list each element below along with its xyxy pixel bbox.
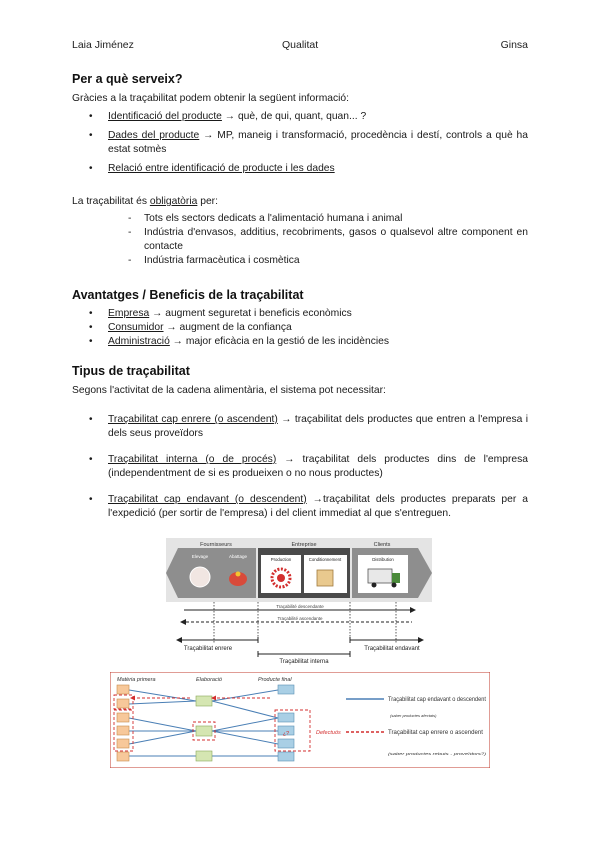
list-item: [72, 110, 528, 124]
sectors-list: [128, 212, 528, 268]
list-item-text: → augment de la confiança: [163, 322, 292, 333]
internal-trace-label: Traçabilitat interna: [279, 659, 329, 665]
traceability-chain-figure: [164, 536, 434, 666]
list-item-term: Empresa: [108, 308, 150, 319]
section-title-purpose: Per a què serveix?: [72, 72, 183, 86]
abattage-label: Abattage: [228, 554, 248, 559]
legend-forward-sub: (saber productes afectats): [390, 713, 437, 718]
distribution-label: Distribution: [372, 557, 394, 562]
list-item: - Indústria farmacèutica i cosmètica: [128, 254, 528, 268]
list-item-term: Traçabilitat cap enrere (o ascendent): [108, 414, 278, 425]
list-item: [72, 307, 528, 321]
legend-backward-sub: (saber productes rebuts - proveïdors?): [388, 751, 487, 756]
enterprise-label: Entreprise: [291, 542, 317, 548]
list-item: - Tots els sectors dedicats a l'alimentació humana i animal: [128, 212, 528, 226]
types-intro: Segons l'activitat de la cadena alimentària, el sistema pot necessitar:: [72, 385, 386, 396]
header-company: Ginsa: [500, 39, 528, 51]
production-label: Production: [270, 557, 292, 562]
back-trace-label: Traçabilitat enrere: [183, 646, 233, 652]
section-title-benefits: Avantatges / Beneficis de la traçabilitat: [72, 288, 304, 302]
logo-icon: [236, 572, 241, 577]
list-item-term: Traçabilitat interna (o de procés): [108, 454, 277, 465]
mandatory-pre: La traçabilitat és: [72, 196, 150, 207]
list-item-text: → MP, maneig i transformació, procedència i destí, controls a què ha estat sotmès: [108, 130, 528, 155]
elevage-label: Elevage: [191, 554, 209, 559]
list-item-text: →traçabilitat dels productes preparats per a l'expedició (per sortir de l'empresa) i del client immediat al que s'entreguen.: [108, 494, 528, 519]
traceability-flow-figure: [110, 672, 490, 768]
mandatory-term: obligatòria: [149, 196, 198, 207]
legend-backward-label: Traçabilitat cap enrere o ascendent: [388, 730, 484, 736]
list-item-text: → major eficàcia en la gestió de les incidències: [169, 336, 390, 347]
descending-label: Traçabilité descendante: [276, 604, 324, 609]
types-list: [72, 413, 528, 521]
list-item: [72, 335, 528, 349]
forward-trace-label: Traçabilitat endavant: [364, 646, 420, 652]
benefits-list: [72, 307, 528, 349]
mandatory-intro: [72, 195, 528, 209]
list-item: [72, 162, 528, 176]
list-item: - Indústria d'envasos, additius, recobriments, gasos o qualsevol altre component en contacte: [128, 226, 528, 254]
list-item: [72, 413, 528, 441]
legend-forward-label: Traçabilitat cap endavant o descendent: [388, 697, 487, 703]
raw-material-label: Matèria primera: [117, 677, 156, 683]
mandatory-post: per:: [197, 196, 218, 207]
list-item-term: Dades del producte: [108, 130, 200, 141]
suppliers-label: Fournisseurs: [200, 542, 232, 548]
section-title-types: Tipus de traçabilitat: [72, 364, 190, 378]
question-mark: ¿?: [282, 731, 290, 737]
list-item: [72, 453, 528, 481]
list-item-term: Identificació del producte: [108, 111, 222, 122]
truck-icon: [368, 569, 392, 583]
purpose-intro: Gràcies a la traçabilitat podem obtenir la següent informació:: [72, 93, 350, 104]
list-item: [72, 493, 528, 521]
list-item-term: Consumidor: [108, 322, 164, 333]
package-icon: [317, 570, 333, 586]
header-subject: Qualitat: [282, 39, 319, 51]
list-item-text: → traçabilitat dels productes que entren a l'empresa i dels seus proveïdors: [108, 414, 529, 439]
list-item-text: → què, de qui, quant, quan... ?: [221, 111, 367, 122]
list-item-term: Traçabilitat cap endavant (o descendent): [108, 494, 307, 505]
list-item-text: → augment seguretat i beneficis econòmics: [149, 308, 352, 319]
purpose-list: [72, 110, 528, 176]
header-author: Laia Jiménez: [72, 39, 134, 51]
animal-icon: [190, 567, 210, 587]
ascending-label: Traçabilité ascendante: [277, 616, 323, 621]
list-item-term: Relació entre identificació de producte i les dades: [108, 163, 335, 174]
list-item-term: Administració: [108, 336, 170, 347]
elaboration-boxes: [196, 696, 212, 761]
list-item: [72, 321, 528, 335]
list-item: [72, 129, 528, 157]
list-item-text: → traçabilitat dels productes dins de l'empresa (independentment de si es produeixen o no nous productes): [108, 454, 528, 479]
elaboration-label: Elaboració: [196, 677, 222, 683]
final-product-label: Producte final: [258, 677, 292, 683]
clients-label: Clients: [373, 542, 391, 548]
defective-label: Defectuós: [316, 730, 341, 736]
conditionnement-label: Conditionnement: [308, 557, 342, 562]
